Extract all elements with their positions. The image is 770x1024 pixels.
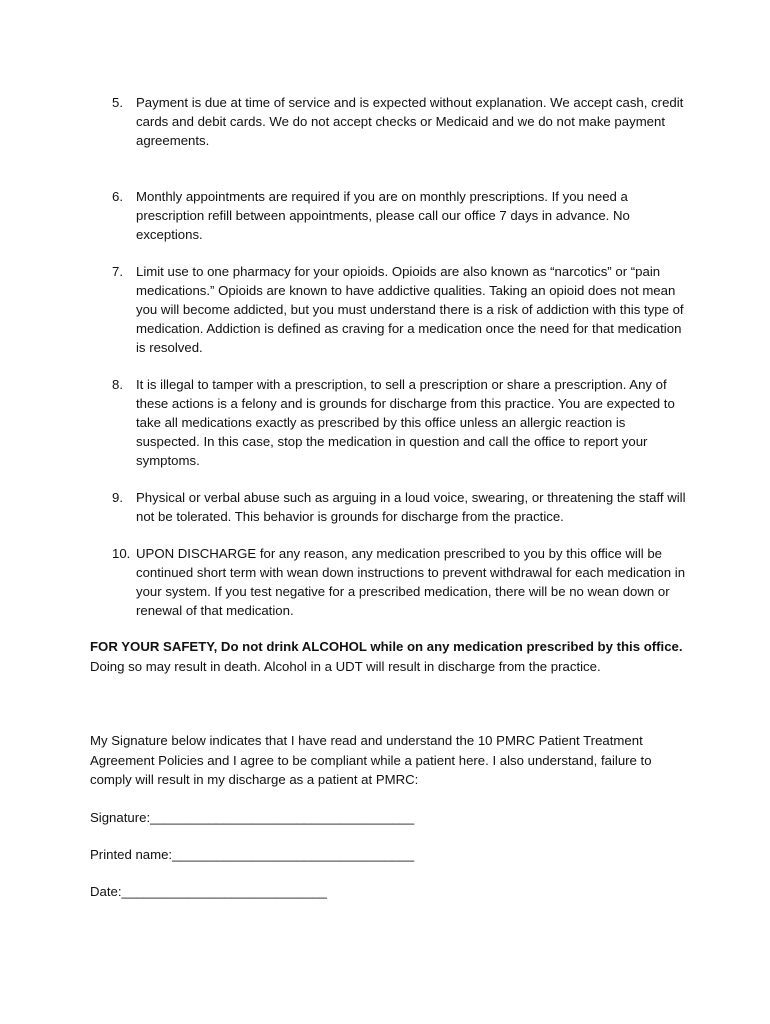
item-text: Limit use to one pharmacy for your opioids. Opioids are also known as “narcotics” or “pain medications.” Opioids are known to have addictive qualities. Taking an opioid does not mean you will become addicted, but you must understand there is a risk of addiction with this type of medication. Addiction is defined as craving for a medication once the need for that medication is resolved. (136, 264, 684, 355)
policy-item-6 (112, 187, 692, 244)
date-field[interactable]: Date:____________________________ (90, 884, 327, 899)
item-text: Physical or verbal abuse such as arguing in a loud voice, swearing, or threatening the staff will not be tolerated. This behavior is grounds for discharge from the practice. (136, 490, 686, 524)
item-number: 5. (112, 95, 123, 110)
signature-field[interactable]: Signature:____________________________________ (90, 810, 415, 825)
item-text: It is illegal to tamper with a prescription, to sell a prescription or share a prescription. Any of these actions is a felony and is grounds for discharge from this practice. You are expected to take all medications exactly as prescribed by this office unless an allergic reaction is suspected. In this case, stop the medication in question and call the office to report your symptoms. (136, 377, 675, 468)
item-number: 6. (112, 189, 123, 204)
policy-item-8 (112, 375, 692, 470)
item-number: 8. (112, 377, 123, 392)
policy-item-10 (112, 544, 692, 620)
safety-warning-text: Doing so may result in death. Alcohol in a UDT will result in discharge from the practice. (90, 639, 698, 674)
item-number: 9. (112, 490, 123, 505)
item-text: UPON DISCHARGE for any reason, any medication prescribed to you by this office will be continued short term with wean down instructions to prevent withdrawal for each medication in your system. If you test negative for a prescribed medication, there will be no wean down or renewal of that medication. (136, 546, 686, 618)
item-number: 7. (112, 264, 123, 279)
safety-warning (90, 637, 698, 676)
item-text: Monthly appointments are required if you are on monthly prescriptions. If you need a prescription refill between appointments, please call our office 7 days in advance. No exceptions. (136, 189, 630, 242)
policy-item-5 (112, 93, 692, 150)
signature-statement: My Signature below indicates that I have read and understand the 10 PMRC Patient Treatment Agreement Policies and I agree to be compliant while a patient here. I also understand, failure to comply will result in my discharge as a patient at PMRC: (90, 733, 652, 787)
printed-name-field[interactable]: Printed name:_________________________________ (90, 847, 415, 862)
policy-item-9 (112, 488, 692, 526)
safety-warning-bold: FOR YOUR SAFETY, Do not drink ALCOHOL while on any medication prescribed by this office. (90, 639, 683, 654)
item-text: Payment is due at time of service and is expected without explanation. We accept cash, credit cards and debit cards. We do not accept checks or Medicaid and we do not make payment agreements. (136, 95, 684, 148)
policy-item-7 (112, 262, 692, 357)
item-number: 10. (112, 546, 131, 561)
